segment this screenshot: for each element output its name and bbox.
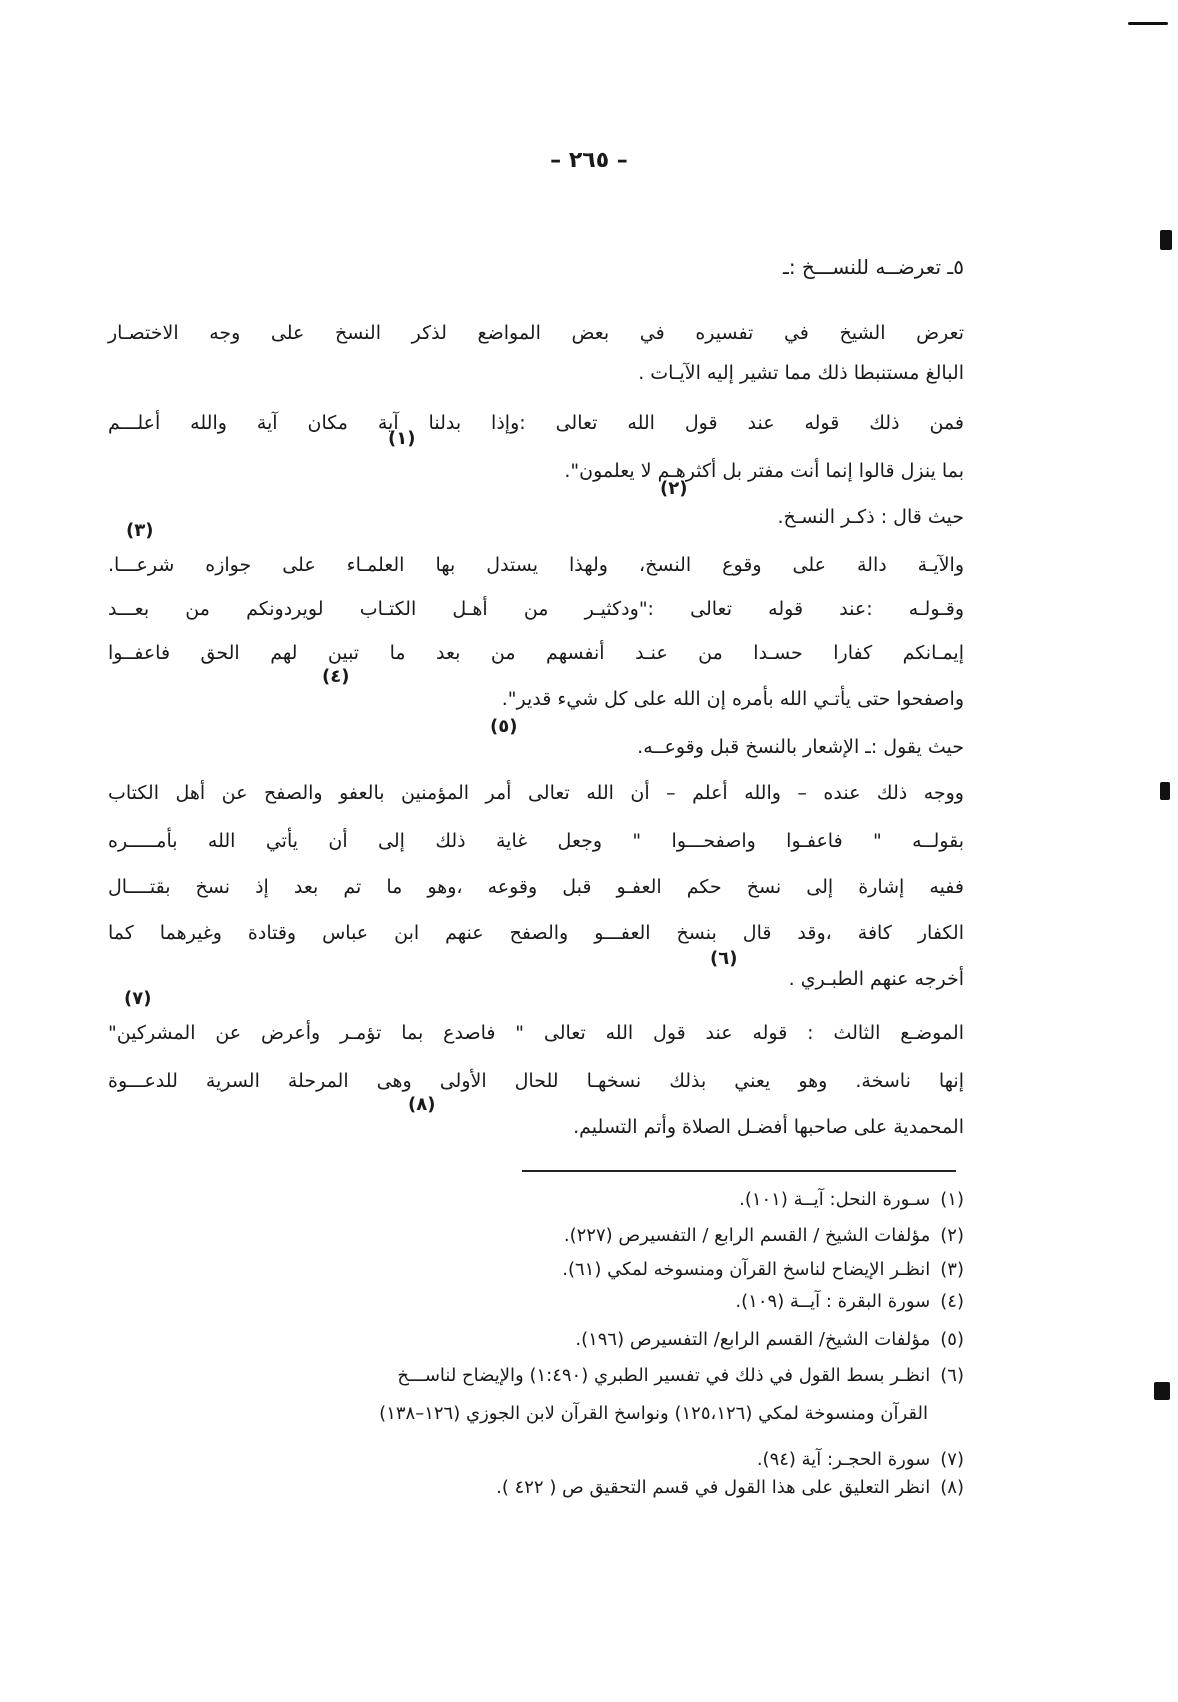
footnote-ref-3: (٣) [126, 520, 154, 541]
text-line: إنها ناسخة. وهو يعني بذلك نسخهـا للحال الأولى وهى المرحلة السرية للدعـــوة [108, 1070, 964, 1092]
footnote-ref-8: (٨) [408, 1094, 436, 1115]
text-line: المحمدية على صاحبها أفضـل الصلاة وأتم التسليم. [573, 1116, 964, 1138]
footnote-text: القرآن ومنسوخة لمكي (١٢٥،١٢٦) ونواسخ القرآن لابن الجوزي (١٢٦–١٣٨) [379, 1403, 928, 1424]
text-line: وقـولـه :عند قوله تعالى :"ودكثيـر من أهـل الكتـاب لويردونكم من بعـــد [108, 598, 964, 620]
footnote-ref-1: (١) [388, 428, 416, 449]
text-line: واصفحوا حتى يأتـي الله بأمره إن الله على كل شيء قدير". [501, 688, 964, 710]
text-line: ففيه إشارة إلى نسخ حكم العفـو قبل وقوعه ،وهو ما تم بعد إذ نسخ بقتــــال [108, 876, 964, 898]
footnote-text: انظر التعليق على هذا القول في قسم التحقيق ص ( ٤٢٢ ). [496, 1477, 931, 1498]
footnote-number: (٢) [940, 1225, 964, 1246]
text-line: أخرجه عنهم الطبـري . [788, 968, 964, 990]
footnote-ref-5: (٥) [490, 716, 518, 737]
footnote [108, 1186, 964, 1214]
footnote-separator [522, 1170, 956, 1172]
footnote-text: مؤلفات الشيخ/ القسم الرابع/ التفسيرص (١٩٦). [575, 1329, 931, 1350]
footnote-number: (٤) [940, 1291, 964, 1312]
footnote-ref-4: (٤) [322, 666, 350, 687]
footnote-number: (١) [940, 1189, 964, 1210]
text-line: بقولــه " فاعفـوا واصفحـــوا " وجعل غاية ذلك إلى أن يأتي الله بأمـــــره [108, 830, 964, 852]
footnote [108, 1362, 964, 1390]
footnote-text: سورة الحجـر: آية (٩٤). [756, 1449, 931, 1470]
page-number: – ٢٦٥ – [550, 148, 628, 173]
footnote-number: (٥) [940, 1329, 964, 1350]
footnote-number: (٣) [940, 1259, 964, 1280]
scan-artifact [1160, 230, 1172, 250]
footnote [108, 1222, 964, 1250]
text-line: البالغ مستنبطا ذلك مما تشير إليه الآيـات . [638, 362, 964, 384]
footnote [108, 1256, 964, 1284]
footnote-number: (٨) [940, 1477, 964, 1498]
footnote-text: سـورة النحل: آيــة (١٠١). [739, 1189, 931, 1210]
section-heading: ٥ـ تعرضــه للنســـخ :ـ [782, 255, 964, 279]
text-line: إيمـانكم كفارا حسـدا من عنـد أنفسهم من بعد ما تبين لهم الحق فاعفــوا [108, 642, 964, 664]
text-line: الكفار كافة ،وقد قال بنسخ العفـــو والصفح عنهم ابن عباس وقتادة وغيرهما كما [108, 922, 964, 944]
footnote-number: (٧) [940, 1449, 964, 1470]
footnote [108, 1288, 964, 1316]
footnote-text: انظـر بسط القول في ذلك في تفسير الطبري (١:٤٩٠) والإيضاح لناســـخ [397, 1365, 931, 1386]
text-line: فمن ذلك قوله عند قول الله تعالى :وإذا بدلنا آية مكان آية والله أعلـــم [108, 412, 964, 434]
footnote-ref-6: (٦) [710, 948, 738, 969]
text-line: حيث قال : ذكـر النسـخ. [777, 506, 964, 528]
text-line: والآيـة دالة على وقوع النسخ، ولهذا يستدل بها العلمـاء على جوازه شرعـــا. [108, 554, 964, 576]
scan-artifact [1128, 22, 1168, 25]
footnote-number: (٦) [940, 1365, 964, 1386]
footnote [108, 1446, 964, 1474]
scan-artifact [1160, 782, 1170, 800]
footnote-text: مؤلفات الشيخ / القسم الرابع / التفسيرص (٢٢٧). [563, 1225, 931, 1246]
text-line: الموضـع الثالث : قوله عند قول الله تعالى " فاصدع بما تؤمـر وأعرض عن المشركين" [108, 1022, 964, 1044]
text-line: بما ينزل قالوا إنما أنت مفتر بل أكثرهـم لا يعلمون". [564, 460, 964, 482]
footnote-continuation [108, 1400, 964, 1428]
text-line: حيث يقول :ـ الإشعار بالنسخ قبل وقوعــه. [637, 736, 964, 758]
text-line: ووجه ذلك عنده – والله أعلم – أن الله تعالى أمر المؤمنين بالعفو والصفح عن أهل الكتاب [108, 782, 964, 804]
scan-artifact [1154, 1382, 1170, 1400]
footnote [108, 1474, 964, 1502]
footnote-ref-2: (٢) [660, 478, 688, 499]
footnote-text: سورة البقرة : آيــة (١٠٩). [735, 1291, 931, 1312]
footnote [108, 1326, 964, 1354]
footnote-ref-7: (٧) [124, 988, 152, 1009]
footnote-text: انظـر الإيضاح لناسخ القرآن ومنسوخه لمكي (٦١). [562, 1259, 931, 1280]
text-line: تعرض الشيخ في تفسيره في بعض المواضع لذكر النسخ على وجه الاختصـار [108, 322, 964, 344]
